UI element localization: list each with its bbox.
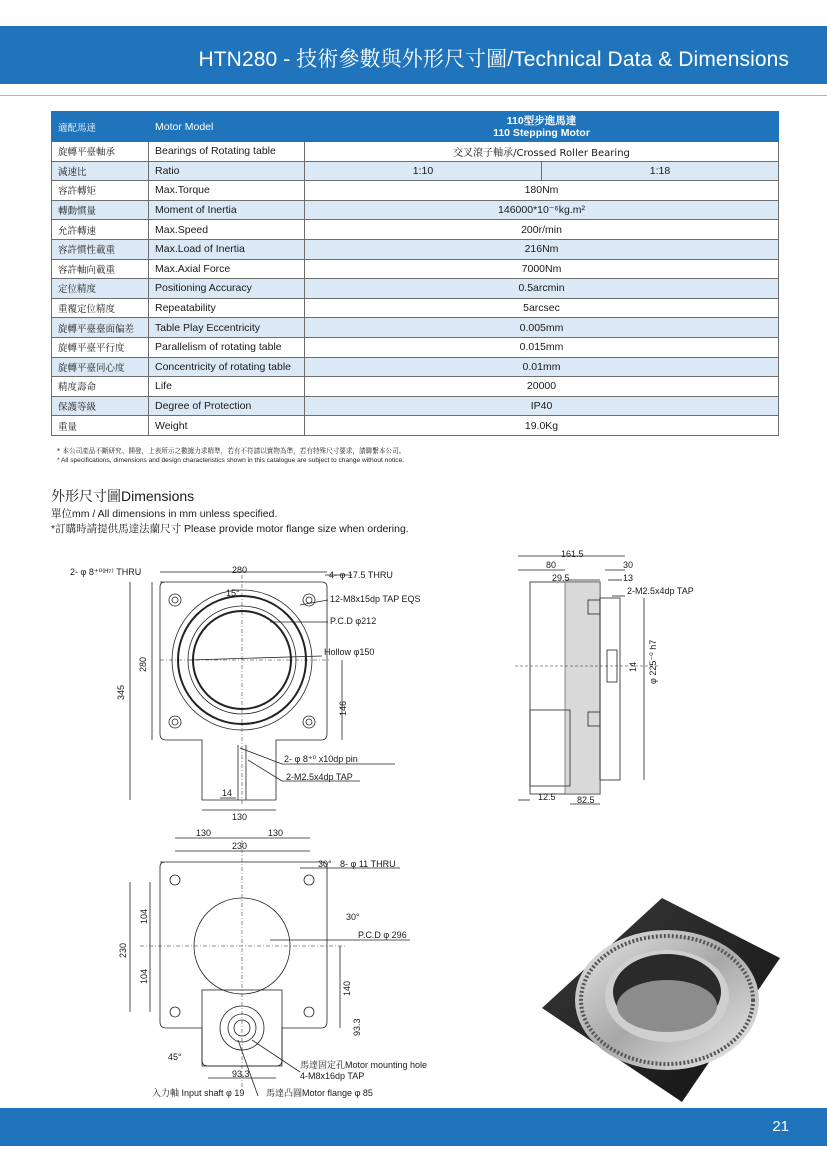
label-s82-5: 82.5: [577, 795, 595, 805]
row-en: Bearings of Rotating table: [149, 142, 305, 162]
header-motor: [305, 112, 779, 142]
table-row: [52, 396, 779, 416]
page-number: 21: [772, 1118, 789, 1135]
row-value: 0.5arcmin: [305, 279, 779, 299]
row-value: 19.0Kg: [305, 416, 779, 436]
row-value: 0.015mm: [305, 337, 779, 357]
label-m8-tap: 12-M8x15dp TAP EQS: [330, 594, 421, 604]
row-en: Parallelism of rotating table: [149, 337, 305, 357]
label-b93-3h: 93.3: [232, 1069, 250, 1079]
label-w14: 14: [222, 788, 233, 798]
label-motor-hole: 馬達固定孔Motor mounting hole: [300, 1060, 428, 1070]
label-thru-17-5: 4- φ 17.5 THRU: [329, 570, 393, 580]
table-row: [52, 142, 779, 162]
top-view-labels: [70, 565, 421, 822]
header-motor-zh: 110型步進馬達: [506, 114, 577, 127]
header-en: Motor Model: [149, 112, 305, 142]
row-value: 交叉滾子軸承/Crossed Roller Bearing: [305, 142, 779, 162]
table-row: [52, 161, 779, 181]
row-en: Ratio: [149, 161, 305, 181]
row-value: 0.01mm: [305, 357, 779, 377]
row-zh: 轉動慣量: [52, 200, 149, 220]
table-row: [52, 337, 779, 357]
unit-note: 單位mm / All dimensions in mm unless specified.: [51, 508, 278, 520]
label-pcd296: P.C.D φ 296: [358, 930, 407, 940]
label-b130a: 130: [196, 828, 212, 838]
label-b230: 230: [232, 841, 248, 851]
row-zh: 精度壽命: [52, 377, 149, 397]
label-w280: 280: [232, 565, 248, 575]
header-zh: 適配馬達: [52, 112, 149, 142]
row-zh: 旋轉平臺軸承: [52, 142, 149, 162]
header-motor-en: 110 Stepping Motor: [493, 126, 590, 139]
row-value-b: 1:18: [542, 161, 779, 181]
label-m25-tap: 2-M2.5x4dp TAP: [286, 772, 353, 782]
row-zh: 減速比: [52, 161, 149, 181]
row-value: 20000: [305, 377, 779, 397]
row-zh: 旋轉平臺臺面偏差: [52, 318, 149, 338]
label-s14: 14: [628, 661, 638, 672]
label-b104b: 104: [139, 968, 149, 984]
table-row: [52, 259, 779, 279]
top-view-drawing: [130, 572, 395, 810]
label-b30deg2: 30°: [346, 912, 360, 922]
label-w130: 130: [232, 812, 248, 822]
label-s13: 13: [623, 573, 634, 583]
row-zh: 容許軸向載重: [52, 259, 149, 279]
row-en: Degree of Protection: [149, 396, 305, 416]
label-s80: 80: [546, 560, 557, 570]
row-zh: 重量: [52, 416, 149, 436]
row-zh: 重覆定位精度: [52, 298, 149, 318]
row-en: Weight: [149, 416, 305, 436]
label-b30deg: 30°: [318, 859, 332, 869]
row-value: 200r/min: [305, 220, 779, 240]
row-en: Concentricity of rotating table: [149, 357, 305, 377]
table-row: [52, 318, 779, 338]
table-row: [52, 220, 779, 240]
note-en: * All specifications, dimensions and design characteristics shown in this catalogue are subject to change without notice.: [57, 457, 405, 464]
row-en: Table Play Eccentricity: [149, 318, 305, 338]
row-value: 7000Nm: [305, 259, 779, 279]
label-b8-11: 8- φ 11 THRU: [340, 859, 396, 869]
label-s161-5: 161.5: [561, 549, 584, 559]
label-s30: 30: [623, 560, 634, 570]
table-row: [52, 416, 779, 436]
label-b140: 140: [342, 980, 352, 996]
row-value: 216Nm: [305, 239, 779, 259]
table-row: [52, 279, 779, 299]
spec-table-header: [52, 112, 779, 142]
product-photo: [532, 888, 782, 1104]
table-row: [52, 377, 779, 397]
order-note: *訂購時請提供馬達法蘭尺寸 Please provide motor flange size when ordering.: [51, 523, 409, 535]
label-h280: 280: [138, 656, 148, 672]
table-row: [52, 239, 779, 259]
row-zh: 旋轉平臺平行度: [52, 337, 149, 357]
row-zh: 容許慣性載重: [52, 239, 149, 259]
side-view-labels: [538, 549, 694, 805]
table-row: [52, 181, 779, 201]
table-row: [52, 357, 779, 377]
label-b104a: 104: [139, 908, 149, 924]
row-zh: 定位精度: [52, 279, 149, 299]
row-value: 180Nm: [305, 181, 779, 201]
row-en: Max.Torque: [149, 181, 305, 201]
label-input-shaft: 入力軸 Input shaft φ 19: [152, 1088, 245, 1098]
label-h146: 146: [338, 700, 348, 716]
spec-table: [51, 111, 779, 436]
label-angle-15: 15°: [226, 588, 240, 598]
dimensions-title: 外形尺寸圖Dimensions: [51, 488, 195, 504]
notes: [57, 446, 405, 466]
row-en: Moment of Inertia: [149, 200, 305, 220]
label-b230v: 230: [118, 942, 128, 958]
label-pin-thru: 2- φ 8⁺⁰⁽ᴴ⁷⁾ THRU: [70, 567, 142, 577]
row-en: Max.Load of Inertia: [149, 239, 305, 259]
label-motor-flange: 馬達凸圓Motor flange φ 85: [266, 1088, 373, 1098]
row-zh: 旋轉平臺同心度: [52, 357, 149, 377]
label-pcd212: P.C.D φ212: [330, 616, 377, 626]
bottom-view-labels: [118, 828, 427, 1098]
row-en: Max.Speed: [149, 220, 305, 240]
row-en: Life: [149, 377, 305, 397]
page-title: HTN280 - 技術參數與外形尺寸圖/Technical Data & Dimensions: [198, 48, 789, 71]
row-value: 5arcsec: [305, 298, 779, 318]
footer-bar: [0, 1108, 827, 1146]
note-zh: * 本公司產品不斷研究、開發，上表所示之數據力求精準，若有不符請以實物為準，若有特殊尺寸要求，請聯繫本公司。: [57, 447, 406, 455]
row-zh: 保護等級: [52, 396, 149, 416]
row-value: 0.005mm: [305, 318, 779, 338]
row-value-a: 1:10: [305, 161, 542, 181]
label-pin: 2- φ 8⁺⁰ x10dp pin: [284, 754, 358, 764]
label-hollow150: Hollow φ150: [324, 647, 375, 657]
row-zh: 容許轉矩: [52, 181, 149, 201]
label-h345: 345: [116, 684, 126, 700]
label-s12-5: 12.5: [538, 792, 556, 802]
label-b130b: 130: [268, 828, 284, 838]
row-en: Positioning Accuracy: [149, 279, 305, 299]
table-row: [52, 200, 779, 220]
row-value: IP40: [305, 396, 779, 416]
row-en: Repeatability: [149, 298, 305, 318]
label-s-m25: 2-M2.5x4dp TAP: [627, 586, 694, 596]
row-zh: 允許轉速: [52, 220, 149, 240]
label-b45: 45°: [168, 1052, 182, 1062]
label-s225: φ 225⁻⁰ h7: [648, 639, 658, 684]
label-b93-3v: 93.3: [352, 1018, 362, 1036]
divider: [0, 95, 827, 96]
label-s29-5: 29.5: [552, 573, 570, 583]
row-en: Max.Axial Force: [149, 259, 305, 279]
table-row: [52, 298, 779, 318]
row-value: 146000*10⁻⁶kg.m²: [305, 200, 779, 220]
label-m8-16: 4-M8x16dp TAP: [300, 1071, 365, 1081]
